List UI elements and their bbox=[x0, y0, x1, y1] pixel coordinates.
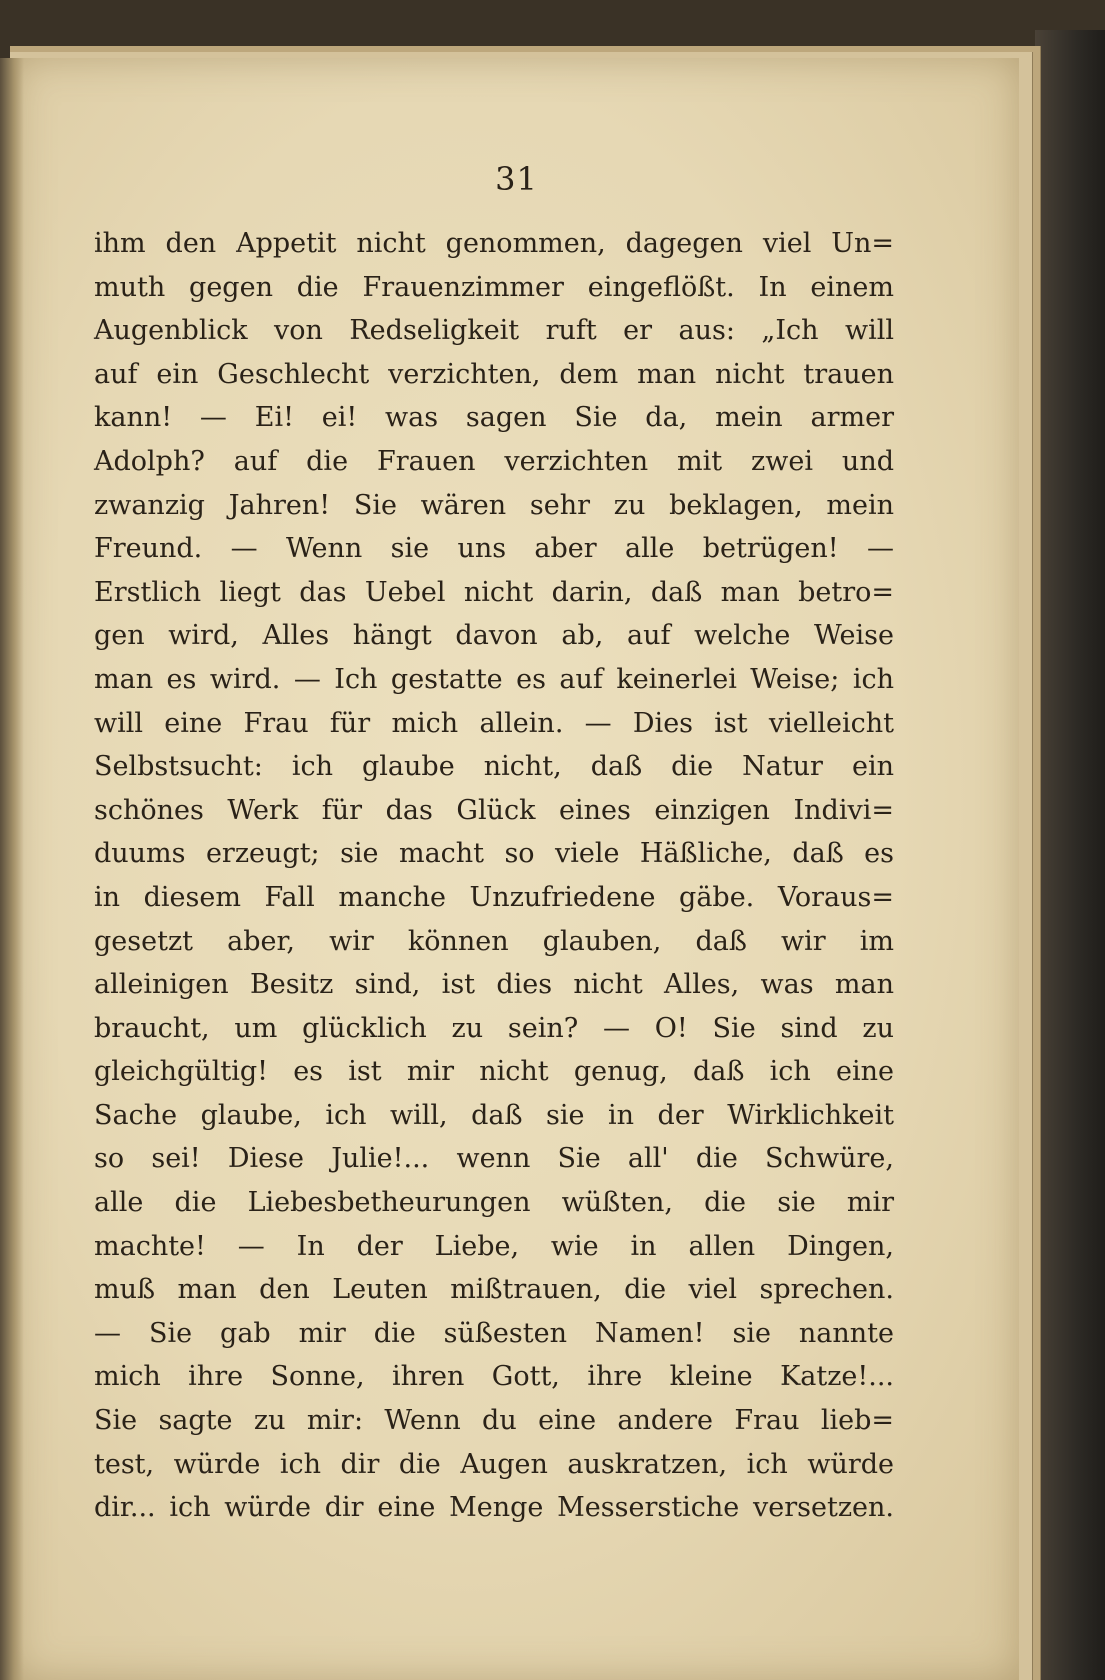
text-line: auf ein Geschlecht verzichten, dem man nicht trauen bbox=[94, 358, 894, 390]
text-line: man es wird. — Ich gestatte es auf keinerlei Weise; ich bbox=[94, 663, 894, 695]
text-line: muth gegen die Frauenzimmer eingeflößt. In einem bbox=[94, 271, 894, 303]
text-line: Sache glaube, ich will, daß sie in der Wirklichkeit bbox=[94, 1099, 894, 1131]
text-line: gesetzt aber, wir können glauben, daß wir im bbox=[94, 925, 894, 957]
text-line: Adolph? auf die Frauen verzichten mit zwei und bbox=[94, 445, 894, 477]
text-line: mich ihre Sonne, ihren Gott, ihre kleine Katze!... bbox=[94, 1361, 894, 1393]
text-line: schönes Werk für das Glück eines einzigen Indivi= bbox=[94, 794, 894, 826]
page-text bbox=[94, 222, 894, 1530]
text-line: machte! — In der Liebe, wie in allen Dingen, bbox=[94, 1230, 894, 1262]
text-line: Freund. — Wenn sie uns aber alle betrügen! — bbox=[94, 533, 894, 565]
text-line: muß man den Leuten mißtrauen, die viel sprechen. bbox=[94, 1274, 894, 1306]
text-line: — Sie gab mir die süßesten Namen! sie nannte bbox=[94, 1317, 894, 1349]
text-line: gleichgültig! es ist mir nicht genug, daß ich eine bbox=[94, 1056, 894, 1088]
text-line: gen wird, Alles hängt davon ab, auf welche Weise bbox=[94, 620, 894, 652]
book-gutter-shadow bbox=[0, 58, 24, 1680]
text-line: Selbstsucht: ich glaube nicht, daß die Natur ein bbox=[94, 751, 894, 783]
text-line: alle die Liebesbetheurungen wüßten, die sie mir bbox=[94, 1187, 894, 1219]
text-line: alleinigen Besitz sind, ist dies nicht Alles, was man bbox=[94, 969, 894, 1001]
book-cover-edge bbox=[1035, 30, 1105, 1680]
text-line: duums erzeugt; sie macht so viele Häßliche, daß es bbox=[94, 838, 894, 870]
text-line: Erstlich liegt das Uebel nicht darin, daß man betro= bbox=[94, 576, 894, 608]
text-line: Sie sagte zu mir: Wenn du eine andere Frau lieb= bbox=[94, 1405, 894, 1437]
text-line: in diesem Fall manche Unzufriedene gäbe. Voraus= bbox=[94, 881, 894, 913]
text-line: Augenblick von Redseligkeit ruft er aus: „Ich will bbox=[94, 315, 894, 347]
text-line: zwanzig Jahren! Sie wären sehr zu beklagen, mein bbox=[94, 489, 894, 521]
text-line: so sei! Diese Julie!... wenn Sie all' die Schwüre, bbox=[94, 1143, 894, 1175]
book-page bbox=[14, 58, 1019, 1680]
text-line: dir... ich würde dir eine Menge Messerstiche versetzen. bbox=[94, 1492, 894, 1524]
text-line: test, würde ich dir die Augen auskratzen, ich würde bbox=[94, 1448, 894, 1480]
text-line: will eine Frau für mich allein. — Dies ist vielleicht bbox=[94, 707, 894, 739]
text-line: kann! — Ei! ei! was sagen Sie da, mein armer bbox=[94, 402, 894, 434]
page-number: 31 bbox=[495, 160, 538, 198]
text-line: ihm den Appetit nicht genommen, dagegen viel Un= bbox=[94, 228, 894, 259]
text-line: braucht, um glücklich zu sein? — O! Sie sind zu bbox=[94, 1012, 894, 1044]
